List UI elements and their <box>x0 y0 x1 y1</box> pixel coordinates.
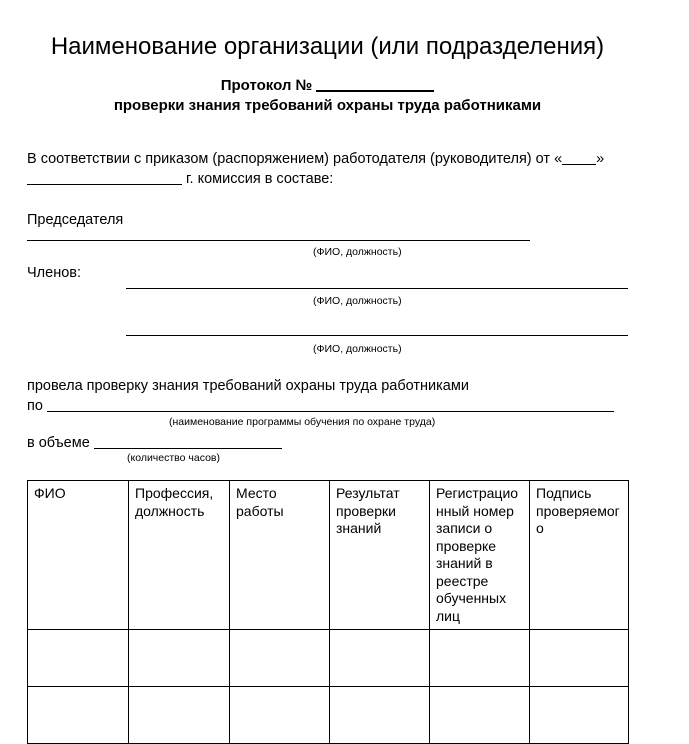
table-header-result: Результат проверки знаний <box>330 481 430 630</box>
member-2-signature-rule[interactable] <box>126 335 628 336</box>
table-cell-registration[interactable] <box>430 630 530 687</box>
table-header-row <box>28 481 629 630</box>
member-1-fio-caption: (ФИО, должность) <box>313 295 402 307</box>
member-1-signature-rule[interactable] <box>126 288 628 289</box>
program-line <box>27 397 614 416</box>
table-cell-profession[interactable] <box>129 687 230 744</box>
volume-prefix: в объеме <box>27 435 90 451</box>
members-label: Членов: <box>27 265 81 281</box>
table-header-profession: Профессия, должность <box>129 481 230 630</box>
order-day-blank[interactable] <box>562 164 596 165</box>
table-row <box>28 687 629 744</box>
order-reference-line <box>27 150 604 169</box>
chairman-signature-rule[interactable] <box>27 240 530 241</box>
results-table <box>27 480 629 744</box>
order-date-line <box>27 170 333 189</box>
table-cell-result[interactable] <box>330 630 430 687</box>
order-date-blank[interactable] <box>27 184 182 185</box>
protocol-number-blank[interactable] <box>316 90 434 92</box>
protocol-label: Протокол № <box>220 77 313 94</box>
table-header-workplace: Место работы <box>230 481 330 630</box>
volume-line <box>27 434 282 453</box>
table-cell-fio[interactable] <box>28 687 129 744</box>
order-reference-tail: » <box>596 151 605 167</box>
program-name-blank[interactable] <box>47 411 614 412</box>
table-cell-workplace[interactable] <box>230 630 330 687</box>
table-cell-registration[interactable] <box>430 687 530 744</box>
order-reference-text: В соответствии с приказом (распоряжением) работодателя (руководителя) от « <box>27 151 563 167</box>
commission-text: г. комиссия в составе: <box>186 171 334 187</box>
table-header-signature: Подпись проверяемого <box>530 481 629 630</box>
member-2-fio-caption: (ФИО, должность) <box>313 343 402 355</box>
volume-hours-blank[interactable] <box>94 448 282 449</box>
program-prefix: по <box>27 398 43 414</box>
table-cell-signature[interactable] <box>530 630 629 687</box>
volume-caption: (количество часов) <box>127 452 220 464</box>
document-subtitle: проверки знания требований охраны труда работниками <box>113 97 542 114</box>
table-row <box>28 630 629 687</box>
table-cell-workplace[interactable] <box>230 687 330 744</box>
chairman-fio-caption: (ФИО, должность) <box>313 246 402 258</box>
table-header-fio: ФИО <box>28 481 129 630</box>
chairman-label: Председателя <box>27 212 124 228</box>
inspection-statement: провела проверку знания требований охраны труда работниками <box>27 378 469 394</box>
table-cell-signature[interactable] <box>530 687 629 744</box>
table-cell-fio[interactable] <box>28 630 129 687</box>
table-cell-result[interactable] <box>330 687 430 744</box>
table-header-registration: Регистрационный номер записи о проверке знаний в реестре обученных лиц <box>430 481 530 630</box>
table-cell-profession[interactable] <box>129 630 230 687</box>
program-caption: (наименование программы обучения по охране труда) <box>169 416 436 428</box>
protocol-number-line <box>27 76 628 95</box>
organization-title: Наименование организации (или подразделения) <box>50 33 605 60</box>
